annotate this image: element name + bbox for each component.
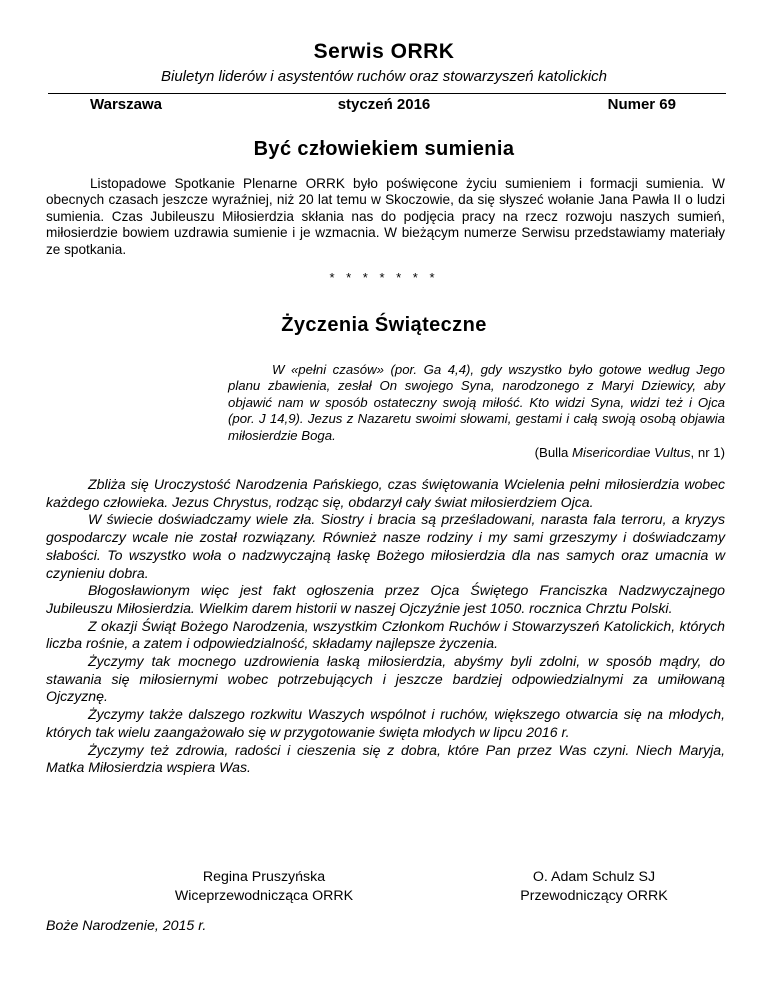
greetings-paragraph: W świecie doświadczamy wiele zła. Siostry i bracia są prześladowani, narasta fala terroru, a kryzys gospodarczy wcale nie został rozwiązany. Również nasze rodziny i my sami grzeszymy i doświadczamy słabości. To wszystko woła o nadzwyczajną łaskę Bożego miłosierdzia dla nas samych oraz umacnia w czynieniu dobra. (46, 511, 725, 581)
section2-heading: Życzenia Świąteczne (281, 314, 487, 336)
issue-number: Numer 69 (607, 96, 676, 113)
signature-right (474, 868, 714, 906)
section1-intro (46, 176, 725, 258)
quote-source (535, 445, 725, 460)
bulletin-title: Serwis ORRK (313, 40, 455, 63)
header-divider (48, 93, 726, 94)
bulletin-subtitle: Biuletyn liderów i asystentów ruchów oraz stowarzyszeń katolickich (160, 68, 607, 85)
signature-left-name: Regina Pruszyńska (202, 869, 326, 885)
greetings-paragraph: Błogosławionym więc jest fakt ogłoszenia przez Ojca Świętego Franciszka Nadzwyczajnego Jubileuszu Miłosierdzia. Wielkim darem historii w naszej Ojczyźnie jest 1050. rocznica Chrztu Polski. (46, 582, 725, 616)
greetings-paragraph: Życzymy tak mocnego uzdrowienia łaską miłosierdzia, abyśmy byli zdolni, w sposób mądry, do stawania się miłosiernymi wobec potrzebujących i jeszcze bardziej odpowiedzialnymi za umiłowaną Ojczyznę. (46, 653, 725, 705)
bulla-quote (228, 362, 725, 444)
greetings-body (46, 476, 725, 777)
issue-date: styczeń 2016 (337, 96, 431, 113)
signature-right-name: O. Adam Schulz SJ (532, 869, 656, 885)
quote-source-suffix: , nr 1) (690, 445, 725, 460)
section-separator: * * * * * * * (329, 270, 439, 285)
signature-left-role: Wiceprzewodnicząca ORRK (174, 888, 354, 904)
greetings-paragraph: Zbliża się Uroczystość Narodzenia Pańskiego, czas świętowania Wcielenia pełni miłosierdzia wobec każdego człowieka. Jezus Chrystus, rodząc się, obdarzył cały świat miłosierdziem Ojca. (46, 476, 725, 510)
issue-city: Warszawa (90, 96, 162, 113)
signature-left (118, 868, 410, 906)
dateline: Boże Narodzenie, 2015 r. (46, 918, 207, 934)
section1-heading: Być człowiekiem sumienia (253, 138, 515, 160)
greetings-paragraph: Życzymy też zdrowia, radości i cieszenia się z dobra, które Pan przez Was czyni. Niech Maryja, Matka Miłosierdzia wspiera Was. (46, 741, 725, 776)
bulla-quote-text: W «pełni czasów» (por. Ga 4,4), gdy wszystko było gotowe według Jego planu zbawienia, zesłał On swojego Syna, narodzonego z Maryi Dziewicy, aby objawić nam w sposób ostateczny swoją miłość. Kto widzi Syna, widzi też i Ojca (por. J 14,9). Jezus z Nazaretu swoimi słowami, gestami i całą swoją osobą objawia miłosierdzie Boga. (228, 362, 725, 443)
quote-source-title: Misericordiae Vultus (572, 445, 691, 460)
signature-right-role: Przewodniczący ORRK (520, 888, 668, 904)
greetings-paragraph: Życzymy także dalszego rozkwitu Waszych wspólnot i ruchów, większego otwarcia się na młodych, których tak wielu zaangażowało się w przygotowanie święta młodych w lipcu 2016 r. (46, 706, 725, 740)
greetings-paragraph: Z okazji Świąt Bożego Narodzenia, wszystkim Członkom Ruchów i Stowarzyszeń Katolickich, których liczba rośnie, a zatem i odpowiedzialność, składamy najlepsze życzenia. (46, 617, 725, 652)
section1-intro-text: Listopadowe Spotkanie Plenarne ORRK było poświęcone życiu sumieniem i formacji sumienia. W obecnych czasach jeszcze wyraźniej, niż 20 lat temu w Skoczowie, da się słyszeć wołanie Jana Pawła II o ludzi sumienia. Czas Jubileuszu Miłosierdzia skłania nas do podjęcia pracy na rzecz rozwoju naszych sumień, miłosierdzie bowiem uzdrawia sumienie i je wzmacnia. W bieżącym numerze Serwisu przedstawiamy materiały ze spotkania. (46, 176, 725, 257)
quote-source-prefix: (Bulla (534, 445, 573, 460)
